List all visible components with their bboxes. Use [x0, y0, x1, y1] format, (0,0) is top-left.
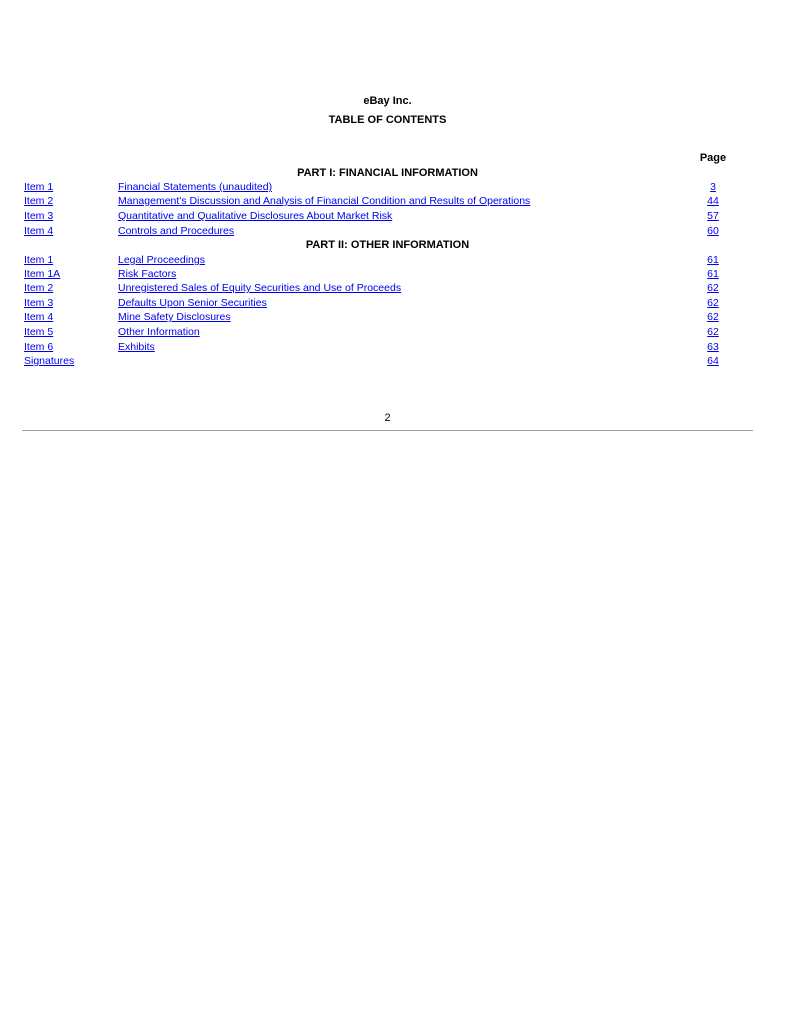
item-link[interactable]: Item 3 — [24, 210, 54, 222]
part2-heading: PART II: OTHER INFORMATION — [305, 239, 470, 251]
page-link[interactable]: 62 — [707, 282, 719, 294]
toc-row-signatures — [0, 355, 791, 368]
section-link[interactable]: Unregistered Sales of Equity Securities and Use of Proceeds — [118, 282, 402, 294]
page-number: 2 — [384, 412, 391, 424]
item-link[interactable]: Item 6 — [24, 341, 54, 353]
page-divider — [22, 430, 753, 431]
toc-row — [0, 210, 791, 223]
page-link[interactable]: 62 — [707, 297, 719, 309]
page-column-header: Page — [699, 152, 727, 164]
toc-row — [0, 225, 791, 238]
toc-row — [0, 311, 791, 324]
item-link[interactable]: Item 1 — [24, 254, 54, 266]
toc-row — [0, 254, 791, 267]
signatures-link[interactable]: Signatures — [24, 355, 75, 367]
page-link[interactable]: 61 — [707, 254, 719, 266]
section-link[interactable]: Risk Factors — [118, 268, 177, 280]
section-link[interactable]: Management's Discussion and Analysis of Financial Condition and Results of Operations — [118, 195, 531, 207]
item-link[interactable]: Item 5 — [24, 326, 54, 338]
section-link[interactable]: Exhibits — [118, 341, 155, 353]
toc-row — [0, 195, 791, 208]
item-link[interactable]: Item 3 — [24, 297, 54, 309]
section-link[interactable]: Controls and Procedures — [118, 225, 235, 237]
toc-row — [0, 282, 791, 295]
toc-row — [0, 268, 791, 281]
page-link[interactable]: 63 — [707, 341, 719, 353]
section-link[interactable]: Quantitative and Qualitative Disclosures About Market Risk — [118, 210, 393, 222]
item-link[interactable]: Item 4 — [24, 311, 54, 323]
section-link[interactable]: Mine Safety Disclosures — [118, 311, 231, 323]
item-link[interactable]: Item 4 — [24, 225, 54, 237]
page-link[interactable]: 44 — [707, 195, 719, 207]
page-link[interactable]: 61 — [707, 268, 719, 280]
page-link[interactable]: 64 — [707, 355, 719, 367]
toc-row — [0, 297, 791, 310]
section-link[interactable]: Financial Statements (unaudited) — [118, 181, 273, 193]
item-link[interactable]: Item 2 — [24, 282, 54, 294]
section-link[interactable]: Other Information — [118, 326, 200, 338]
toc-row — [0, 341, 791, 354]
page-link[interactable]: 3 — [710, 181, 716, 193]
page-link[interactable]: 57 — [707, 210, 719, 222]
toc-row — [0, 181, 791, 194]
page-link[interactable]: 62 — [707, 326, 719, 338]
item-link[interactable]: Item 1 — [24, 181, 54, 193]
item-link[interactable]: Item 2 — [24, 195, 54, 207]
section-link[interactable]: Defaults Upon Senior Securities — [118, 297, 267, 309]
toc-title: TABLE OF CONTENTS — [328, 114, 447, 126]
toc-row — [0, 326, 791, 339]
company-name: eBay Inc. — [363, 95, 412, 107]
item-link[interactable]: Item 1A — [24, 268, 61, 280]
page-link[interactable]: 60 — [707, 225, 719, 237]
page-link[interactable]: 62 — [707, 311, 719, 323]
section-link[interactable]: Legal Proceedings — [118, 254, 205, 266]
part1-heading: PART I: FINANCIAL INFORMATION — [297, 167, 478, 179]
